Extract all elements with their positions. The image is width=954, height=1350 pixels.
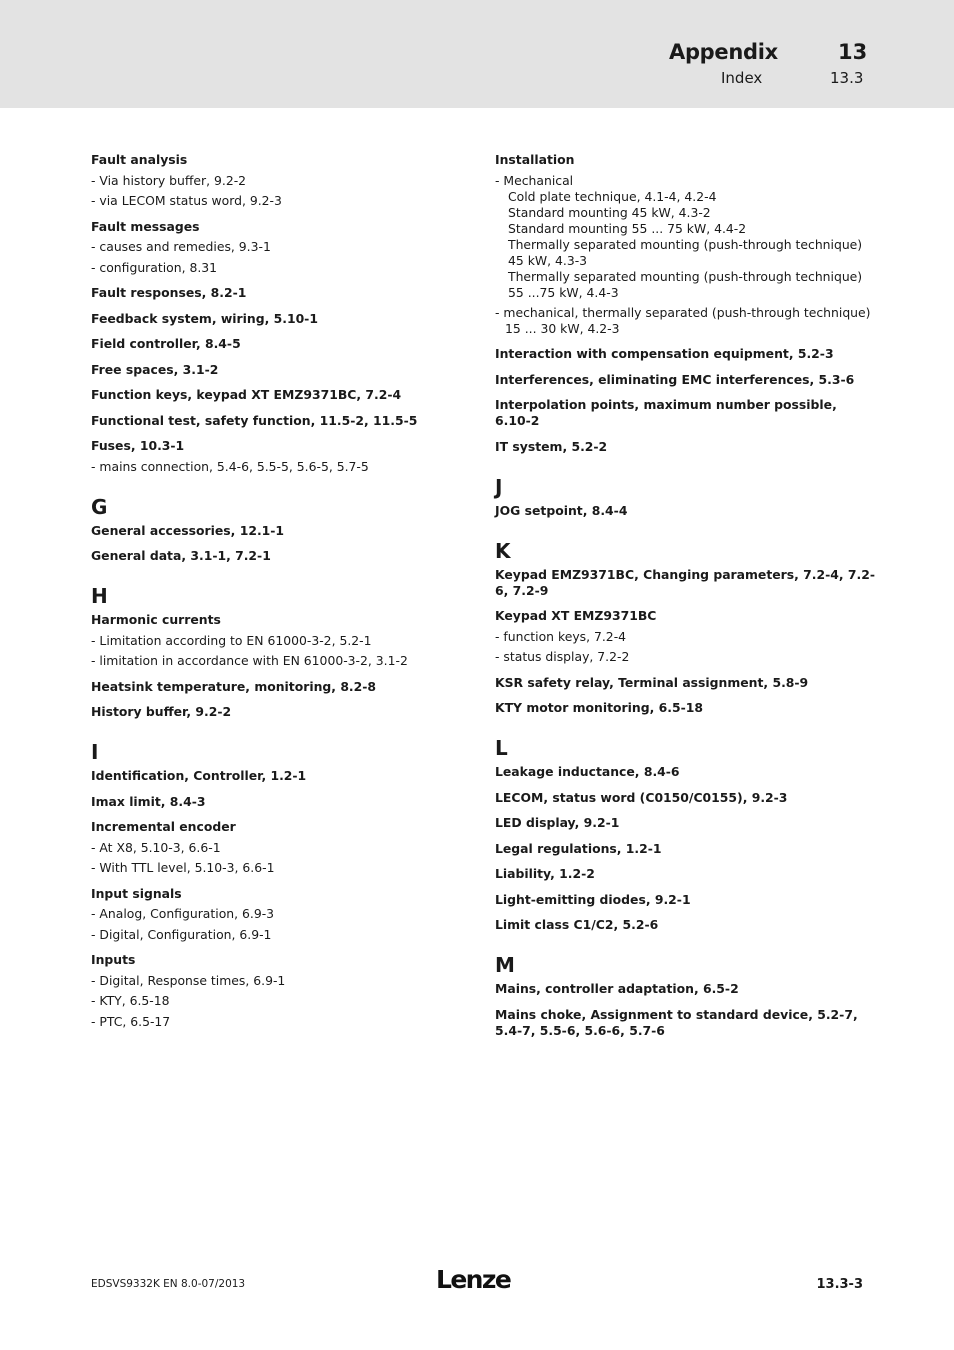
index-entry [91,886,471,943]
index-entry [91,548,471,564]
index-entry [495,841,875,857]
index-subentry: - KTY, 6.5-18 [91,993,170,1008]
index-entry-heading: General data, 3.1-1, 7.2-1 [91,548,271,563]
index-subentry: - At X8, 5.10-3, 6.6-1 [91,839,221,855]
index-entry [495,866,875,882]
document-id: EDSVS9332K EN 8.0-07/2013 [91,1278,246,1290]
index-entry [91,152,471,209]
index-entry [91,704,471,720]
index-entry-heading: LED display, 9.2-1 [495,815,620,830]
index-column-left [91,152,471,1039]
index-entry [91,387,471,403]
index-entry [495,346,875,362]
index-entry-heading: JOG setpoint, 8.4-4 [495,502,628,518]
index-entry-heading: Fuses, 10.3-1 [91,438,185,453]
index-letter-heading: M [495,953,515,977]
index-entry-heading: Free spaces, 3.1-2 [91,361,219,377]
index-entry [495,372,875,388]
chapter-number: 13 [838,40,868,64]
index-entry [495,917,875,933]
index-subsubentry: Thermally separated mounting (push-through technique) 45 kW, 4.3-3 [508,236,863,268]
index-subsubentry: Standard mounting 55 ... 75 kW, 4.4-2 [508,220,747,236]
index-entry [91,413,471,429]
index-entry [91,219,471,276]
index-entry [495,790,875,806]
index-subentry: - function keys, 7.2-4 [495,628,627,644]
index-entry [91,952,471,1030]
index-entry-heading: KSR safety relay, Terminal assignment, 5.8-9 [495,674,809,690]
index-entry-heading: Interpolation points, maximum number possible, 6.10-2 [495,397,837,428]
index-entry-heading: Field controller, 8.4-5 [91,336,241,351]
index-entry-heading: Identification, Controller, 1.2-1 [91,768,307,783]
index-entry-heading: Input signals [91,885,182,901]
index-entry-heading: Interaction with compensation equipment, 5.2-3 [495,346,834,361]
index-entry-heading: KTY motor monitoring, 6.5-18 [495,700,703,715]
index-subentry: - configuration, 8.31 [91,259,218,275]
index-letter-heading: L [495,736,508,760]
index-subsubentry: Standard mounting 45 kW, 4.3-2 [508,204,711,220]
index-entry-heading: Function keys, keypad XT EMZ9371BC, 7.2-4 [91,387,402,402]
index-entry [91,311,471,327]
index-entry-heading: LECOM, status word (C0150/C0155), 9.2-3 [495,789,788,805]
index-entry-heading: Fault messages [91,218,200,234]
index-entry-heading: Fault responses, 8.2-1 [91,285,247,300]
index-letter-heading: K [495,538,511,563]
index-entry [91,336,471,352]
section-title: Index [721,69,763,87]
index-entry [495,815,875,831]
index-subentry: - mechanical, thermally separated (push-through technique) 15 ... 30 kW, 4.2-3 [495,304,871,336]
index-entry-heading: Legal regulations, 1.2-1 [495,840,662,856]
index-subentry: - limitation in accordance with EN 61000-3-2, 3.1-2 [91,653,408,668]
index-entry-heading: Keypad EMZ9371BC, Changing parameters, 7.2-4, 7.2-6, 7.2-9 [495,566,875,598]
index-letter-heading: G [91,494,108,519]
index-entry-heading: Mains choke, Assignment to standard device, 5.2-7, 5.4-7, 5.5-6, 5.6-6, 5.7-6 [495,1006,858,1038]
index-subsubentry: Cold plate technique, 4.1-4, 4.2-4 [508,188,717,204]
index-entry [495,675,875,691]
index-entry [495,152,875,337]
index-entry-heading: Interferences, eliminating EMC interferences, 5.3-6 [495,371,855,387]
index-entry-heading: Imax limit, 8.4-3 [91,793,206,809]
index-subentry: - Analog, Configuration, 6.9-3 [91,906,275,921]
index-entry [495,764,875,780]
index-entry-heading: Limit class C1/C2, 5.2-6 [495,917,659,932]
section-number: 13.3 [830,69,864,87]
index-entry-heading: Feedback system, wiring, 5.10-1 [91,310,318,326]
index-entry [495,439,875,455]
index-entry [495,700,875,716]
index-subentry: - mains connection, 5.4-6, 5.5-5, 5.6-5, 5.7-5 [91,458,369,474]
index-subentry: - via LECOM status word, 9.2-3 [91,193,282,208]
index-entry [91,679,471,695]
page-number: 13.3-3 [816,1277,863,1292]
index-entry [495,567,875,599]
index-entry-heading: Harmonic currents [91,612,221,627]
index-entry-heading: General accessories, 12.1-1 [91,522,285,538]
index-entry [495,892,875,908]
index-subentry: - Digital, Configuration, 6.9-1 [91,926,272,942]
index-subentry: - Digital, Response times, 6.9-1 [91,972,286,988]
index-entry-heading: Light-emitting diodes, 9.2-1 [495,891,691,907]
index-entry-heading: History buffer, 9.2-2 [91,704,232,719]
index-entry-heading: Inputs [91,952,136,967]
index-subentry: - PTC, 6.5-17 [91,1013,171,1029]
index-column-right [495,152,875,1048]
page-header [0,0,954,108]
index-entry [91,794,471,810]
lenze-logo [436,1264,514,1292]
index-entry-heading: Installation [495,152,575,167]
index-entry-heading: Heatsink temperature, monitoring, 8.2-8 [91,678,377,694]
index-entry [91,285,471,301]
index-subentry: - status display, 7.2-2 [495,649,630,664]
index-letter-heading: I [91,740,99,764]
index-subentry: - Mechanical [495,172,574,188]
index-subentry: - causes and remedies, 9.3-1 [91,239,271,254]
index-entry [91,612,471,669]
index-entry-heading: Leakage inductance, 8.4-6 [495,764,680,779]
index-letter-heading: H [91,584,108,608]
index-entry [91,362,471,378]
index-entry [495,503,875,519]
index-subentry: - Via history buffer, 9.2-2 [91,172,247,188]
index-entry-heading: Incremental encoder [91,819,236,834]
index-entry-heading: IT system, 5.2-2 [495,438,608,454]
index-entry [495,981,875,997]
index-entry-heading: Functional test, safety function, 11.5-2, 11.5-5 [91,412,418,428]
index-entry-heading: Keypad XT EMZ9371BC [495,608,657,623]
index-subsubentry: Thermally separated mounting (push-through technique) 55 ...75 kW, 4.4-3 [508,268,863,300]
index-entry [91,523,471,539]
index-entry-heading: Liability, 1.2-2 [495,866,595,881]
index-letter-heading: J [495,474,503,499]
index-entry-heading: Fault analysis [91,152,188,167]
index-entry [91,819,471,876]
index-entry [495,1007,875,1039]
index-entry [91,438,471,475]
lenze-logo-text: Lenze [436,1265,511,1292]
index-entry [495,397,875,429]
index-subentry: - Limitation according to EN 61000-3-2, 5.2-1 [91,632,372,648]
index-subentry: - With TTL level, 5.10-3, 6.6-1 [91,860,275,875]
index-entry-heading: Mains, controller adaptation, 6.5-2 [495,981,739,996]
index-entry [91,768,471,784]
chapter-title: Appendix [669,40,778,64]
index-entry [495,608,875,665]
